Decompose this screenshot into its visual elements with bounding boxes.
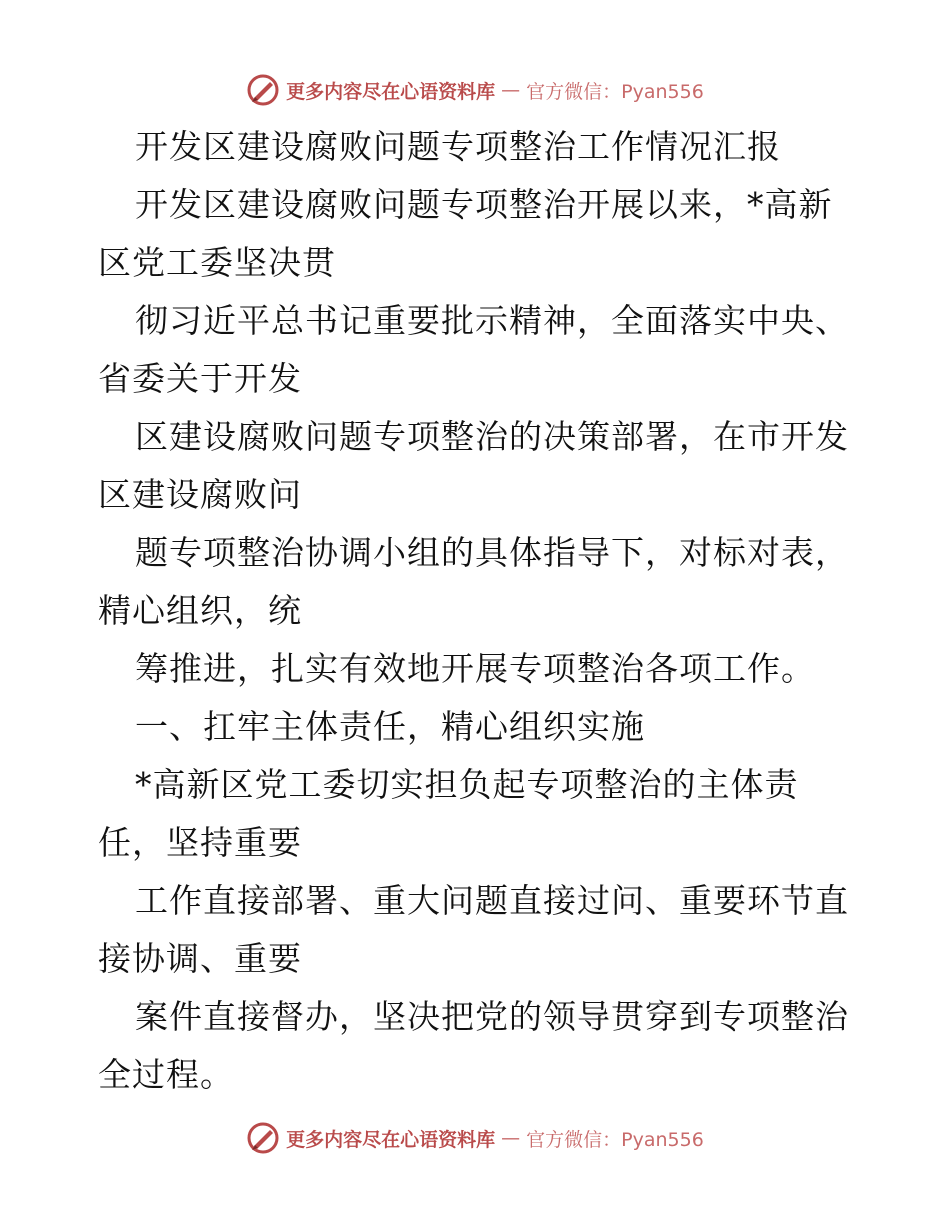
watermark-brand (246, 73, 704, 107)
paragraph-line: *高新区党工委切实担负起专项整治的主体责 (135, 765, 799, 804)
paragraph-line: 省委关于开发 (98, 359, 302, 398)
watermark-tail-text: 官方微信：Pyan556 (526, 1128, 704, 1151)
paragraph-line: 案件直接督办，坚决把党的领导贯穿到专项整治 (135, 997, 849, 1036)
paragraph-line: 彻习近平总书记重要批示精神，全面落实中央、 (135, 301, 849, 340)
paragraph-line: 区建设腐败问 (98, 475, 302, 514)
paragraph-line: 全过程。 (98, 1055, 234, 1094)
document-title: 开发区建设腐败问题专项整治工作情况汇报 (135, 127, 781, 166)
paragraph-line: 题专项整治协调小组的具体指导下，对标对表， (135, 533, 849, 572)
paragraph-line: 开发区建设腐败问题专项整治开展以来，*高新 (135, 185, 833, 224)
section-heading: 一、扛牢主体责任，精心组织实施 (135, 707, 645, 746)
watermark-main-text: 更多内容尽在心语资料库 (286, 1128, 496, 1151)
header-watermark (0, 70, 950, 110)
watermark-main-text: 更多内容尽在心语资料库 (286, 80, 496, 103)
watermark-brand (246, 1121, 704, 1155)
paragraph-line: 任，坚持重要 (98, 823, 302, 862)
paragraph-line: 精心组织，统 (98, 591, 302, 630)
paragraph-line: 接协调、重要 (98, 939, 302, 978)
watermark-separator: — (501, 1127, 521, 1149)
watermark-tail-text: 官方微信：Pyan556 (526, 80, 704, 103)
paragraph-line: 区党工委坚决贯 (98, 243, 336, 282)
pen-logo-icon (246, 1121, 280, 1155)
footer-watermark (0, 1118, 950, 1158)
paragraph-line: 筹推进，扎实有效地开展专项整治各项工作。 (135, 649, 815, 688)
paragraph-line: 工作直接部署、重大问题直接过问、重要环节直 (135, 881, 849, 920)
watermark-separator: — (501, 79, 521, 101)
pen-logo-icon (246, 73, 280, 107)
paragraph-line: 区建设腐败问题专项整治的决策部署，在市开发 (135, 417, 849, 456)
